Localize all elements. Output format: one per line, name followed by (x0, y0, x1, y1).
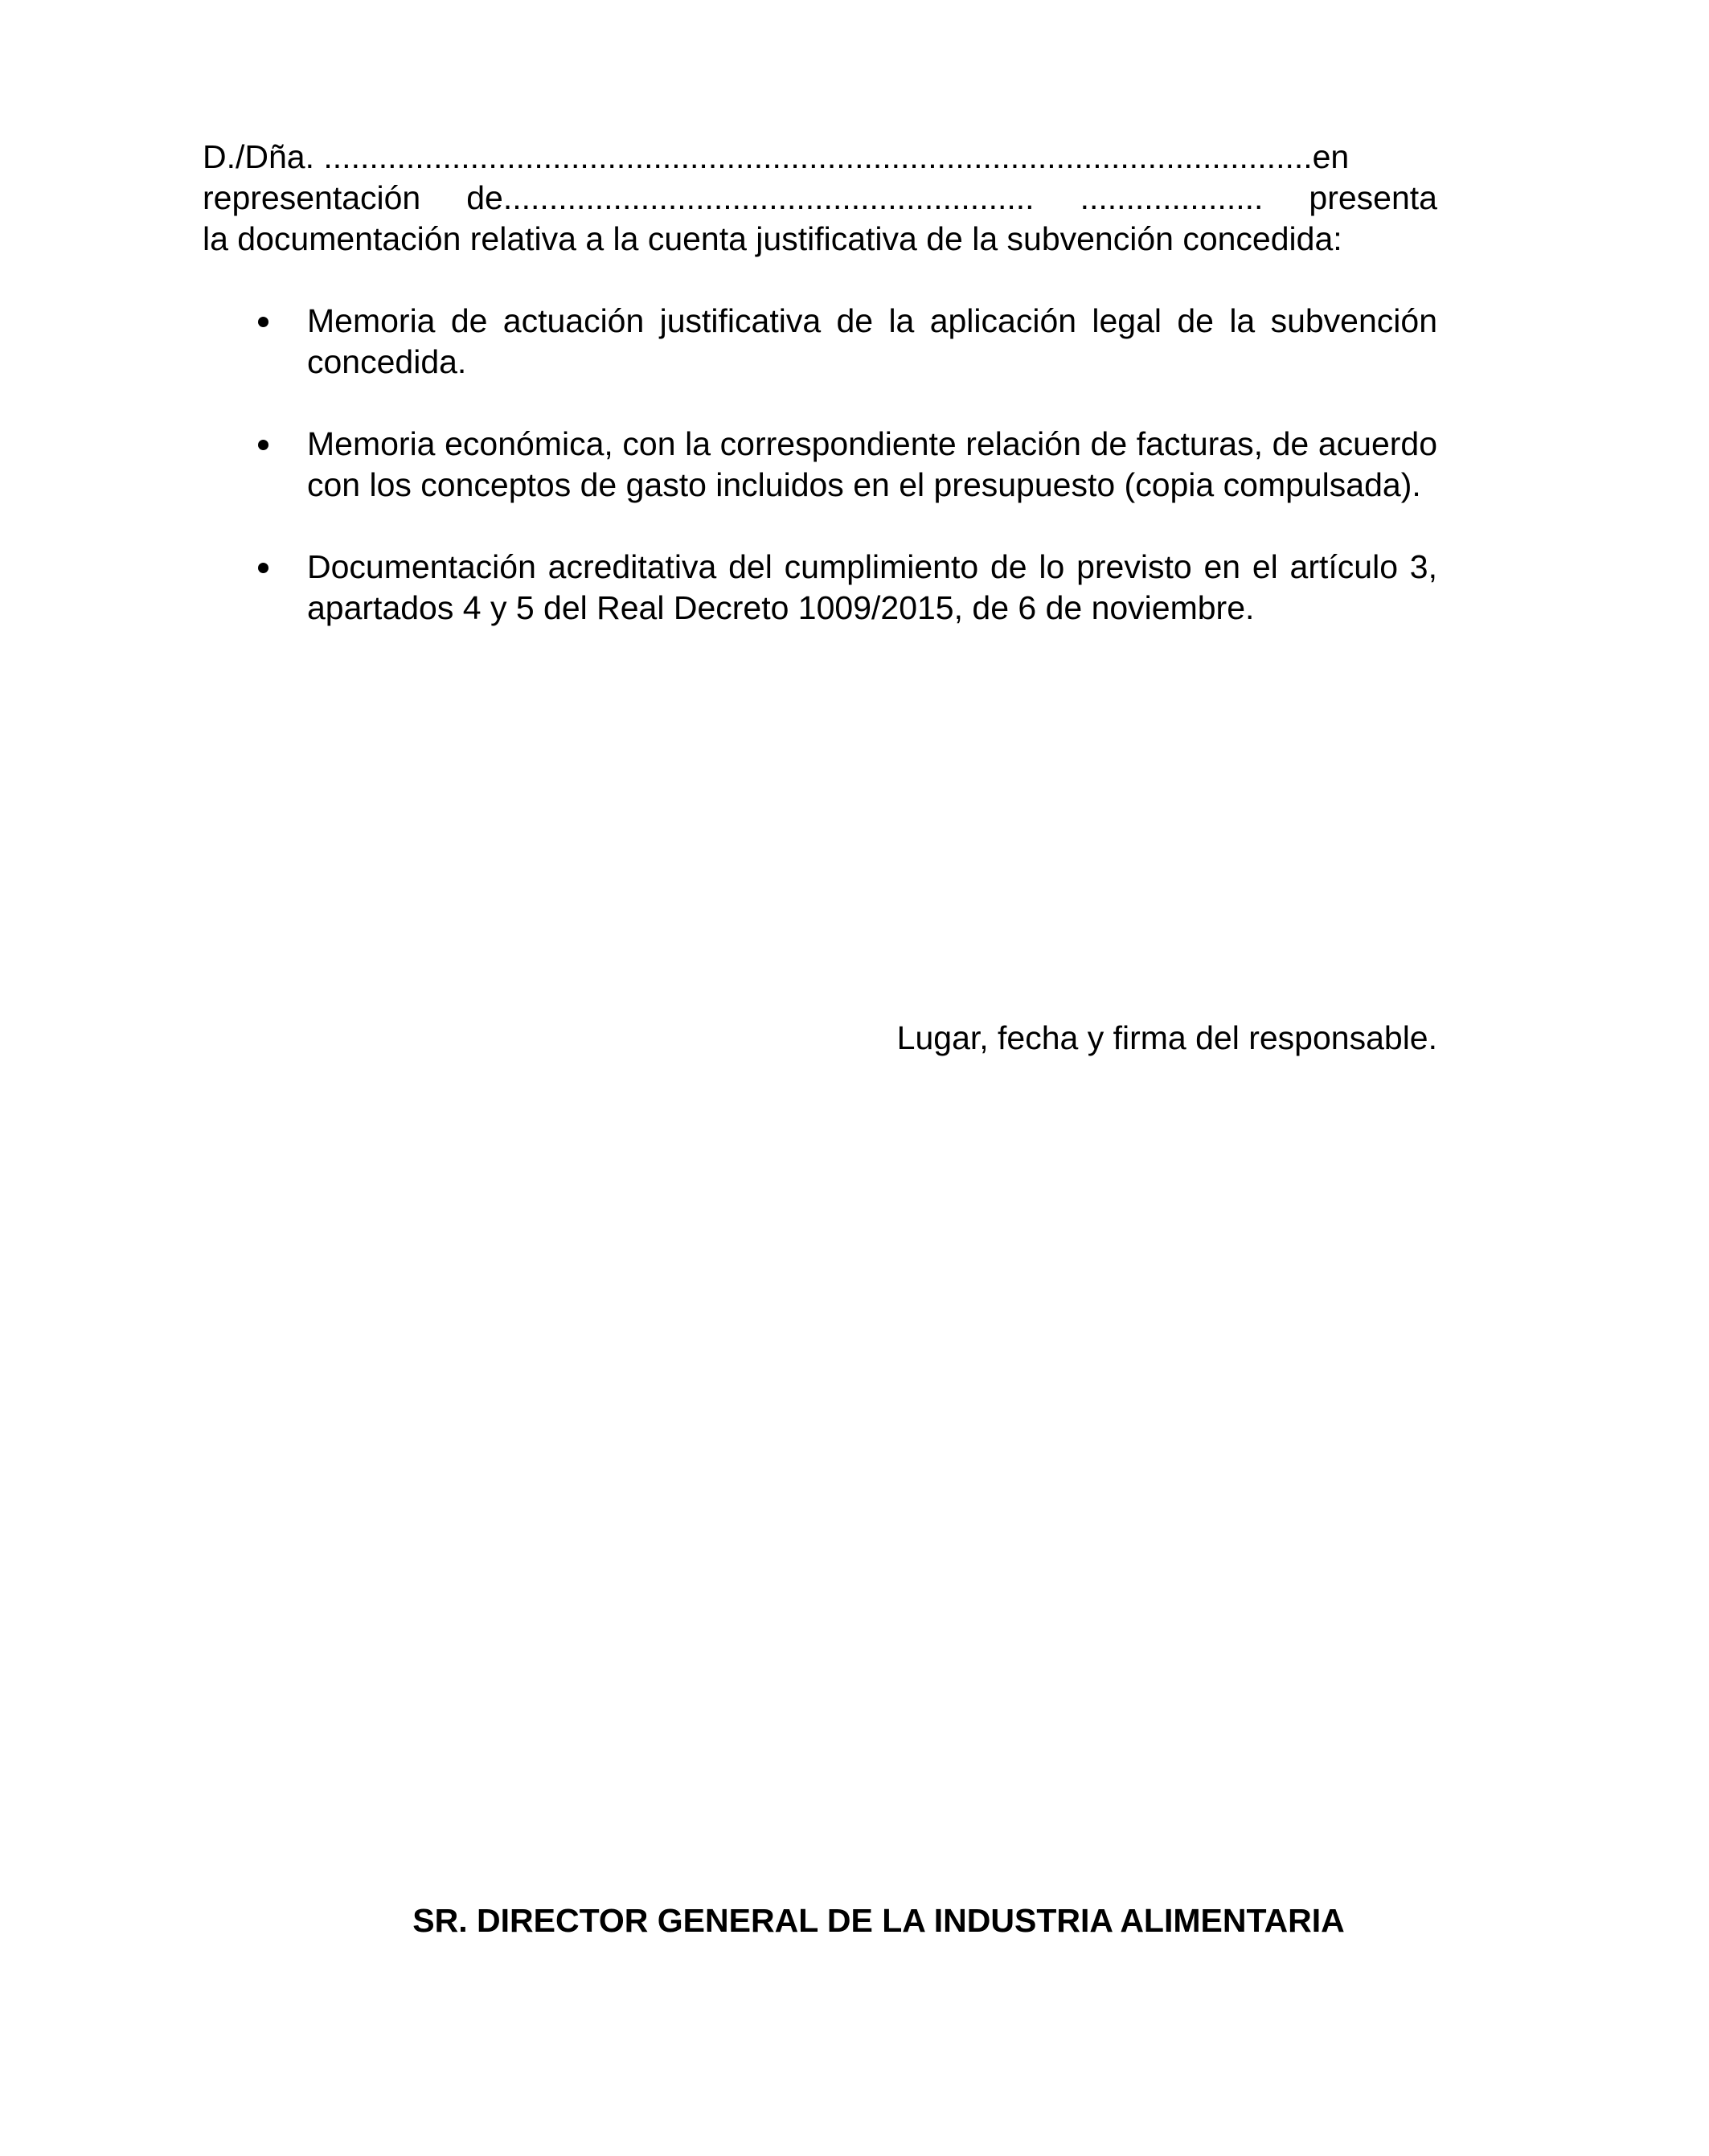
signature-line: Lugar, fecha y firma del responsable. (896, 1019, 1437, 1056)
list-item-text: Memoria económica, con la correspondiente relación de facturas, de acuerdo con los conceptos de gasto incluidos en el presupuesto (copia compulsada). (307, 425, 1437, 503)
bullet-icon (251, 301, 275, 342)
list-item (203, 547, 1437, 629)
intro-line-documentation: la documentación relativa a la cuenta justificativa de la subvención concedida: (203, 220, 1342, 257)
list-item (203, 424, 1437, 506)
name-blank: ............................................................................................................en (314, 138, 1350, 175)
list-item-text: Documentación acreditativa del cumplimiento de lo previsto en el artículo 3, apartados 4 y 5 del Real Decreto 1009/2015, de 6 de noviembre. (307, 548, 1437, 626)
intro-paragraph (203, 137, 1437, 260)
addressee-heading: SR. DIRECTOR GENERAL DE LA INDUSTRIA ALIMENTARIA (412, 1902, 1345, 1939)
list-item-text: Memoria de actuación justificativa de la aplicación legal de la subvención concedida. (307, 302, 1437, 380)
bullet-icon (251, 424, 275, 465)
representation-blank: .......................................................... .................... (502, 179, 1264, 216)
bullet-icon (251, 547, 275, 588)
documents-list (203, 301, 1437, 670)
intro-line-name (203, 137, 1437, 178)
intro-line-representation (203, 178, 1437, 219)
name-label: D./Dña. (203, 138, 314, 175)
list-item (203, 301, 1437, 383)
representation-label: representación de (203, 179, 503, 216)
presenta-word: presenta (1309, 179, 1437, 216)
